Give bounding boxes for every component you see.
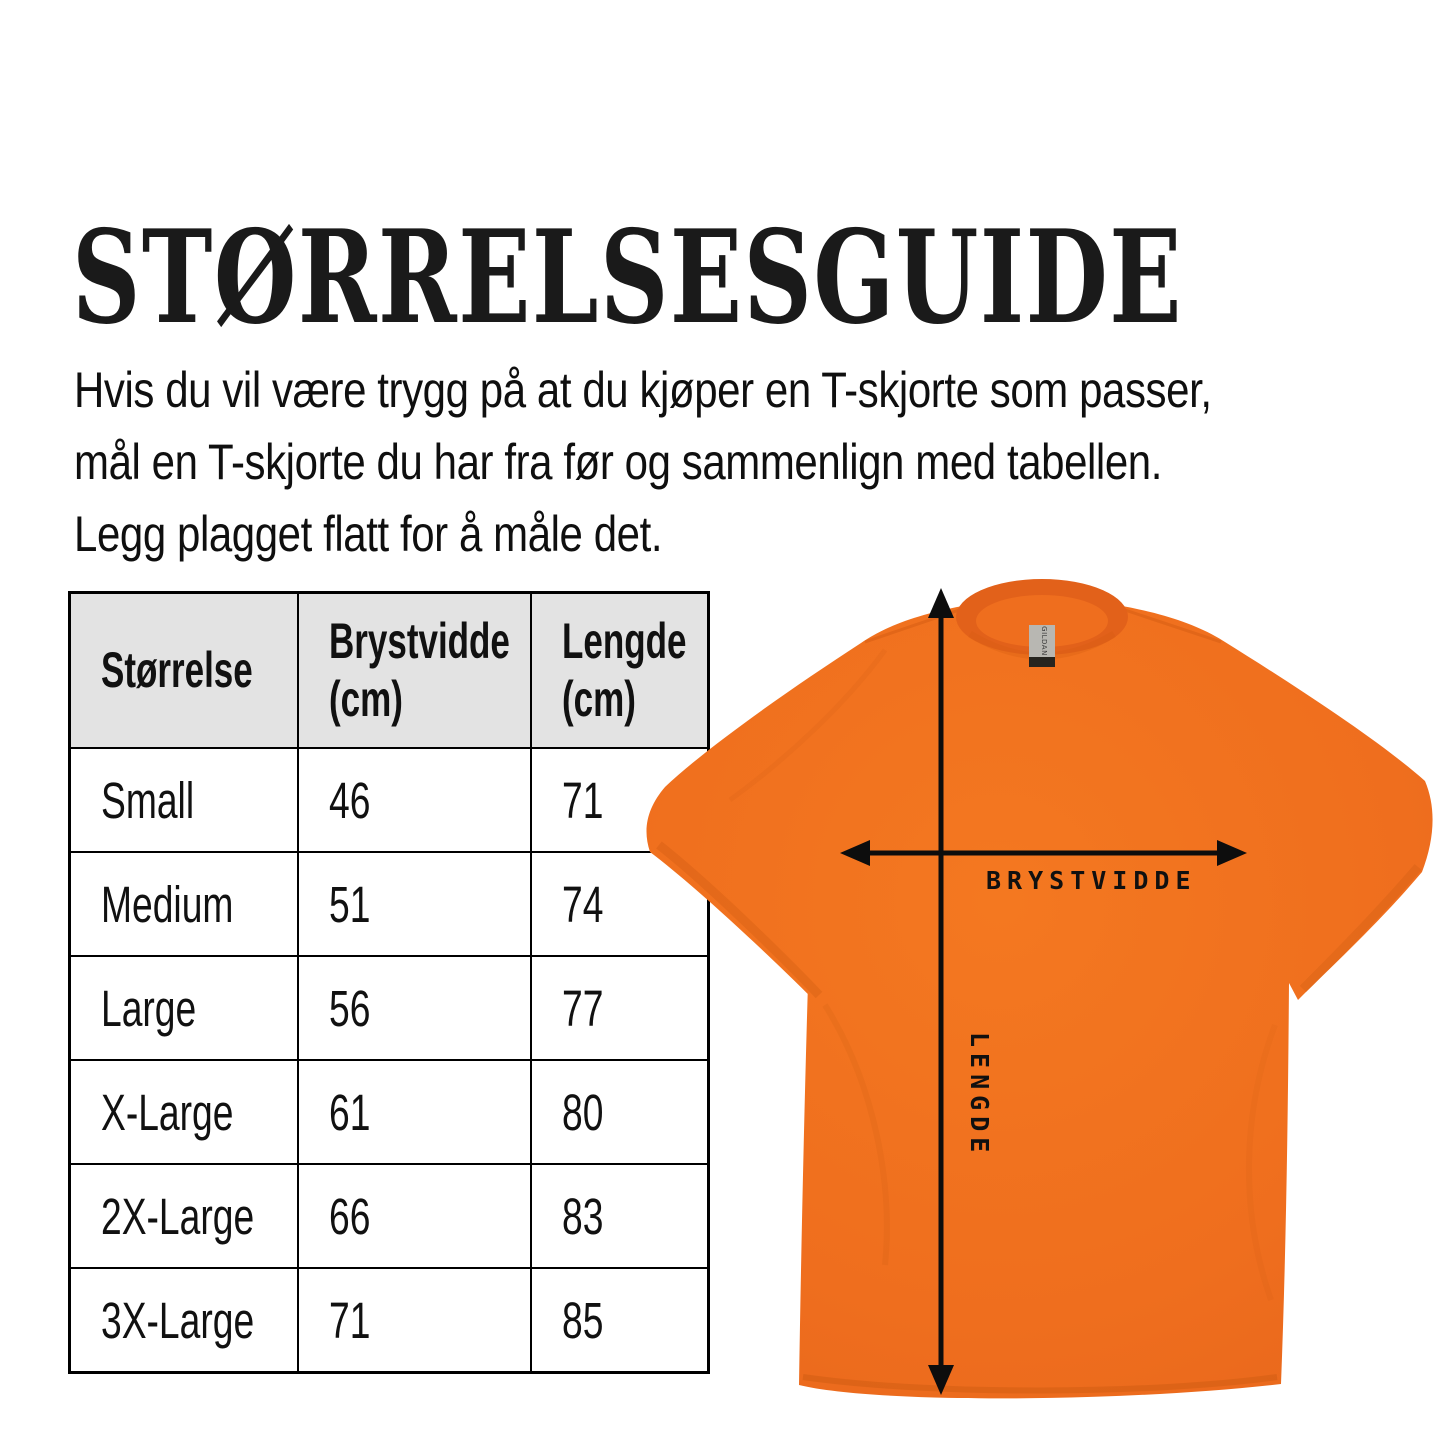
table-row	[70, 1060, 709, 1164]
intro-text	[74, 354, 1212, 570]
intro-line-1: Hvis du vil være trygg på at du kjøper en T-skjorte som passer,	[74, 362, 1212, 418]
cell-chest: 51	[298, 852, 531, 956]
tshirt-graphic	[635, 555, 1445, 1445]
tshirt-diagram	[635, 555, 1445, 1445]
cell-size: 2X-Large	[70, 1164, 298, 1268]
tshirt-body	[646, 597, 1432, 1399]
cell-length: 74	[531, 852, 709, 956]
cell-length: 80	[531, 1060, 709, 1164]
table-row	[70, 748, 709, 852]
brand-tag-label: GILDAN	[1040, 626, 1048, 656]
cell-size: Large	[70, 956, 298, 1060]
cell-size: Medium	[70, 852, 298, 956]
header-row	[70, 593, 709, 749]
chest-measure-label: BRYSTVIDDE	[986, 866, 1197, 895]
intro-line-2: mål en T-skjorte du har fra før og sammenlign med tabellen.	[74, 434, 1162, 490]
cell-chest: 61	[298, 1060, 531, 1164]
header-cell-length: Lengde (cm)	[531, 593, 709, 749]
cell-chest: 56	[298, 956, 531, 1060]
header-cell-size: Størrelse	[70, 593, 298, 749]
header-cell-chest: Brystvidde (cm)	[298, 593, 531, 749]
cell-length: 83	[531, 1164, 709, 1268]
table-row	[70, 1268, 709, 1373]
cell-size: Small	[70, 748, 298, 852]
intro-line-3: Legg plagget flatt for å måle det.	[74, 506, 663, 562]
table-row	[70, 852, 709, 956]
cell-chest: 71	[298, 1268, 531, 1373]
cell-size: X-Large	[70, 1060, 298, 1164]
table-row	[70, 1164, 709, 1268]
size-table	[68, 591, 710, 1374]
cell-chest: 66	[298, 1164, 531, 1268]
size-table-header	[70, 593, 709, 749]
cell-chest: 46	[298, 748, 531, 852]
cell-length: 85	[531, 1268, 709, 1373]
cell-length: 77	[531, 956, 709, 1060]
cell-length: 71	[531, 748, 709, 852]
brand-tag	[1029, 625, 1055, 667]
cell-size: 3X-Large	[70, 1268, 298, 1373]
table-row	[70, 956, 709, 1060]
length-measure-label: LENGDE	[965, 1032, 994, 1159]
page-title: STØRRELSESGUIDE	[72, 203, 1183, 353]
